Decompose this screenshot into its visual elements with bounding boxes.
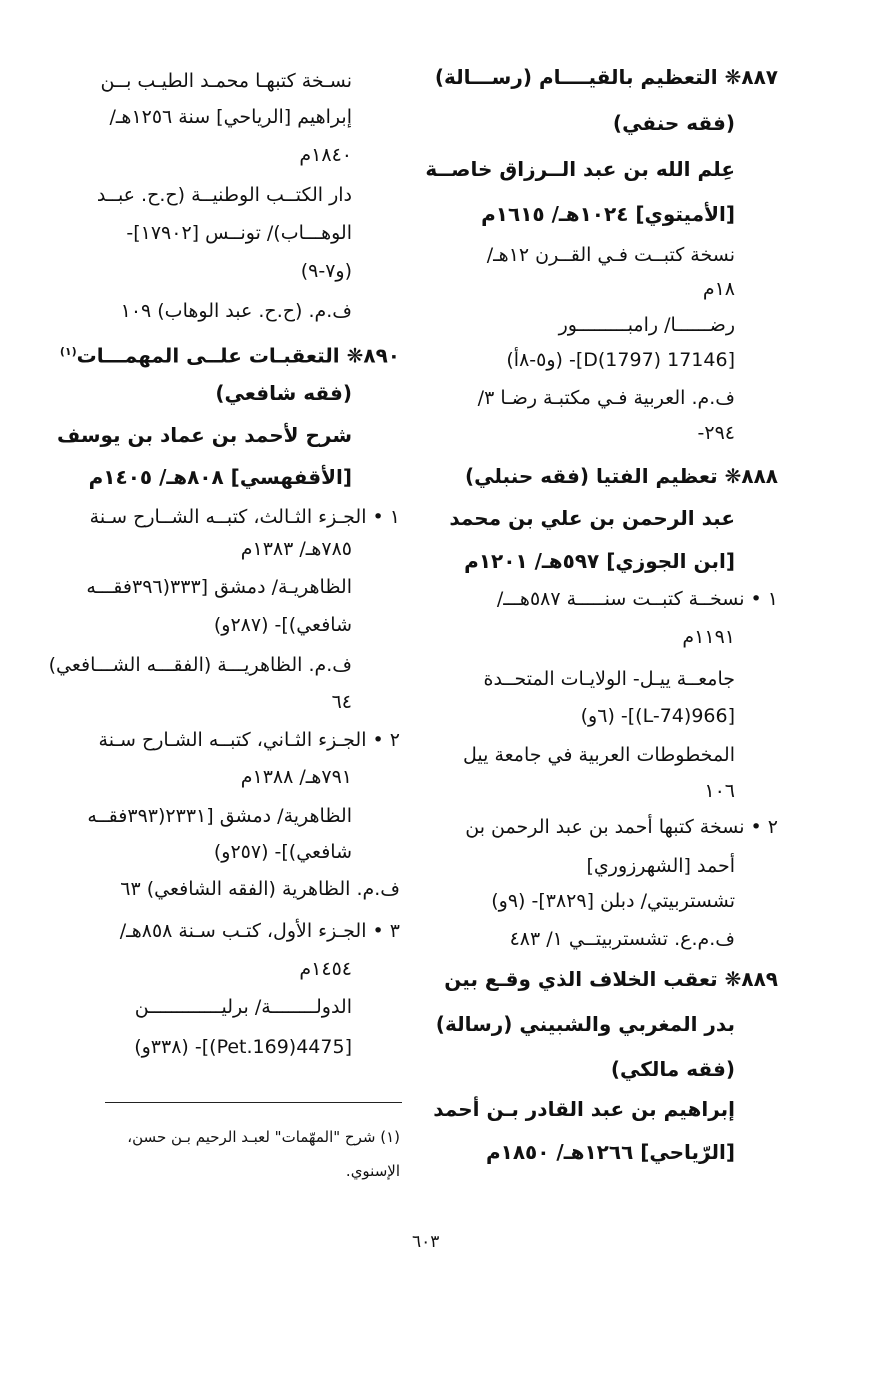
left-line-text: ١ • الجـزء الثـالث، كتبــه الشــارح سـنة (89, 506, 400, 528)
left-line (241, 758, 352, 796)
left-line-text: ٧٩١هـ/ ١٣٨٨م (240, 766, 352, 788)
left-line-text: (و٧-٩) (300, 260, 352, 282)
right-line (464, 542, 735, 580)
right-line (486, 1133, 735, 1171)
right-line-text: ف.م.ع. تشستربيتــي ١/ ٤٨٣ (509, 928, 735, 950)
right-line-text: جامعــة ييـل- الولايـات المتحــدة (483, 668, 735, 690)
right-line (465, 808, 778, 846)
left-line (87, 797, 352, 835)
left-line-text: [4475(Pet.169)]- (٣٣٨و) (134, 1036, 352, 1058)
left-line (301, 252, 352, 290)
left-line-text: شرح لأحمد بن عماد بن يوسف (57, 423, 352, 447)
right-line (481, 195, 735, 233)
left-line (120, 870, 400, 908)
left-line-text: الظاهرية/ دمشق [٢٣٣١(٣٩٣فقــه (87, 805, 352, 827)
right-line-text: ف.م. العربية فـي مكتبـة رضـا ٣/ (477, 387, 735, 409)
right-line (436, 1005, 735, 1043)
right-line-text: تشستربيتي/ دبلن [٣٨٢٩]- (٩و) (491, 890, 735, 912)
right-line-text: (فقه مالكي) (610, 1057, 735, 1081)
left-line-text: ٨٩٠❋ التعقبـات علــى المهمـــات (76, 343, 400, 368)
left-line (299, 136, 352, 174)
right-line-text: ٢٩٤- (697, 422, 735, 444)
left-line-text: ١٨٤٠م (299, 144, 352, 166)
right-line (463, 736, 735, 774)
right-line (435, 58, 778, 96)
left-line-text: ١٤٥٤م (299, 958, 352, 980)
right-line (703, 270, 735, 308)
left-line (60, 333, 400, 371)
right-line (510, 920, 735, 958)
right-line (465, 457, 778, 495)
left-line-text: شافعي)]- (٢٨٧و) (213, 614, 352, 636)
right-line (483, 660, 735, 698)
footnote-line: (١) شرح "المهّمات" لعبـد الرحيم بـن حسن، (127, 1128, 400, 1146)
right-line-text: [الأميتوي] ١٠٢٤هـ/ ١٦١٥م (481, 202, 735, 226)
left-line-text: إبراهيم [الرياحي] سنة ١٢٥٦هـ/ (109, 106, 352, 128)
right-line-text: ٨٨٨❋ تعظيم الفتيا (فقه حنبلي) (464, 464, 778, 488)
right-line-text: رضــــــا/ رامبـــــــــور (558, 314, 735, 336)
left-line-text: الوهـــاب)/ تونــس [١٧٩٠٢]- (126, 222, 352, 244)
left-line (241, 530, 352, 568)
right-line-text: أحمد [الشهرزوري] (586, 855, 735, 877)
right-line (425, 150, 735, 188)
left-line-text: الدولــــــــة/ برليـــــــــــــن (134, 996, 352, 1018)
left-line (99, 721, 400, 759)
right-line-text: ١١٩١م (682, 626, 735, 648)
left-line (332, 683, 352, 721)
left-line-text: ٦٤ (331, 691, 352, 713)
right-line (487, 236, 735, 274)
right-line-text: [ابن الجوزي] ٥٩٧هـ/ ١٢٠١م (464, 549, 735, 573)
right-line (611, 1050, 735, 1088)
left-line-text: ف.م. الظاهرية (الفقه الشافعي) ٦٣ (120, 878, 400, 900)
left-line-text: الظاهريـة/ دمشق [٣٣٣(٣٩٦فقـــه (86, 576, 352, 598)
right-line (586, 847, 735, 885)
left-line-text: ف.م. (ح.ح. عبد الوهاب) ١٠٩ (120, 300, 352, 322)
right-line-text: عِلم الله بن عبد الــرزاق خاصــة (425, 157, 735, 181)
right-line-text: [17146 D(1797)]- (و٥-٨أ) (506, 349, 735, 371)
right-line-text: ١٨م (702, 278, 735, 300)
right-line-text: [966(L-74)]- (٦و) (580, 705, 735, 727)
left-line-text: (فقه شافعي) (215, 381, 352, 405)
right-line-text: ١ • نسخــة كتبــت سنـــــة ٥٨٧هـــ/ (496, 588, 778, 610)
right-line-text: بدر المغربي والشبيني (رسالة) (435, 1012, 735, 1036)
right-line (698, 414, 735, 452)
right-line (497, 580, 778, 618)
left-line (135, 988, 352, 1026)
right-line (559, 306, 735, 344)
right-line-text: ٨٨٧❋ التعظيم بالقيــــام (رســـالة) (434, 65, 778, 89)
left-line (49, 646, 352, 684)
left-line (89, 458, 352, 496)
left-line (57, 416, 352, 454)
right-line (491, 882, 735, 920)
left-line (121, 292, 352, 330)
right-line (581, 697, 735, 735)
left-line (86, 568, 352, 606)
left-line (126, 214, 352, 252)
left-line (97, 176, 352, 214)
left-line-text: ٣ • الجـزء الأول، كتـب سـنة ٨٥٨هـ/ (119, 920, 400, 942)
right-line-text: المخطوطات العربية في جامعة ييل (463, 744, 735, 766)
left-line-text: ٧٨٥هـ/ ١٣٨٣م (240, 538, 352, 560)
right-line (433, 1090, 735, 1128)
footnote-marker: (١) (59, 345, 77, 358)
right-line-text: نسخة كتبــت فـي القــرن ١٢هـ/ (486, 244, 735, 266)
left-line (101, 62, 353, 100)
page-number: ٦٠٣ (412, 1232, 440, 1252)
left-line (215, 374, 352, 412)
left-line-text: ف.م. الظاهريـــة (الفقـــه الشـــافعي) (48, 654, 352, 676)
footnote-separator (105, 1102, 402, 1103)
left-line (134, 1028, 352, 1066)
right-line (682, 618, 735, 656)
right-line (506, 341, 735, 379)
left-line (214, 606, 352, 644)
left-line-text: نسـخة كتبهـا محمـد الطيـب بــن (100, 70, 352, 92)
right-line (444, 960, 778, 998)
left-line-text: شافعي)]- (٢٥٧و) (213, 841, 352, 863)
right-line-text: ٨٨٩❋ تعقب الخلاف الذي وقـع بين (444, 967, 778, 991)
left-line (214, 833, 352, 871)
right-line-text: (فقه حنفي) (612, 111, 735, 135)
right-line-text: إبراهيم بن عبد القادر بـن أحمد (433, 1097, 735, 1121)
right-line-text: [الرّياحي] ١٢٦٦هـ/ ١٨٥٠م (485, 1140, 735, 1164)
left-line-text: ٢ • الجـزء الثـاني، كتبــه الشـارح سـنة (98, 729, 400, 751)
right-line (478, 379, 735, 417)
right-line (704, 772, 735, 810)
right-line (613, 104, 735, 142)
left-line (299, 950, 352, 988)
left-line (109, 98, 352, 136)
left-line-text: [الأقفهسي] ٨٠٨هـ/ ١٤٠٥م (88, 465, 352, 489)
right-line-text: ٢ • نسخة كتبها أحمد بن عبد الرحمن بن (465, 816, 778, 838)
right-line (449, 499, 735, 537)
right-line-text: عبد الرحمن بن علي بن محمد (449, 506, 735, 530)
left-line (120, 912, 400, 950)
left-line-text: دار الكتــب الوطنيــة (ح.ح. عبــد (96, 184, 352, 206)
right-line-text: ١٠٦ (704, 780, 735, 802)
footnote-line: الإسنوي. (345, 1162, 400, 1180)
